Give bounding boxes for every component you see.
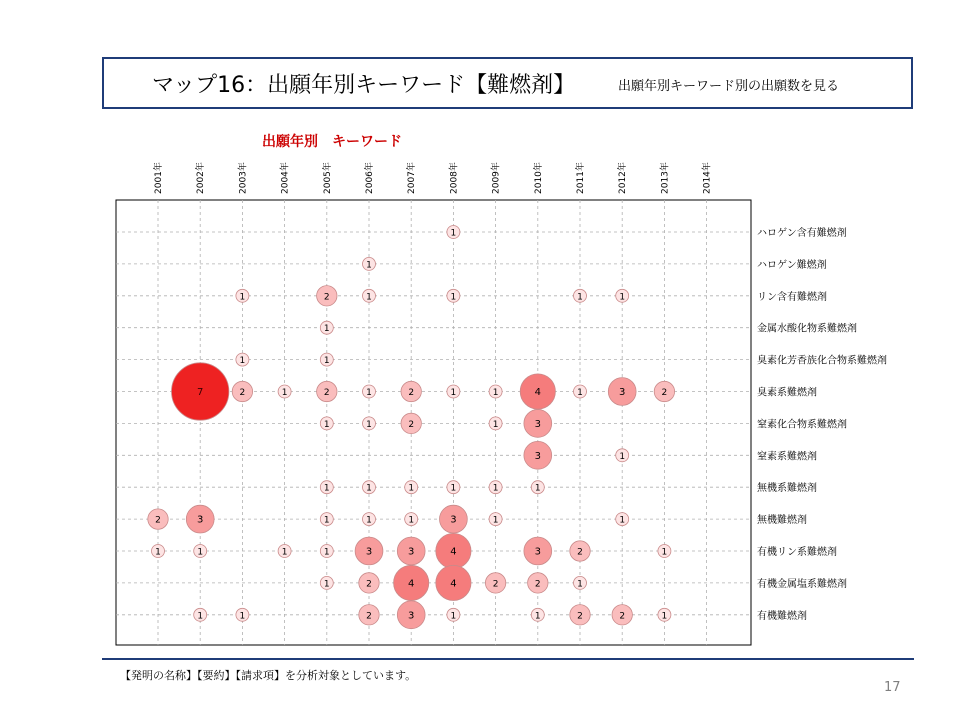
bubble-value-label: 4 — [534, 387, 541, 398]
bubble-value-label: 2 — [408, 388, 415, 398]
page-number: 17 — [884, 680, 901, 695]
y-tick-label: 無機難燃剤 — [757, 515, 807, 527]
x-tick-label: 2010年 — [533, 162, 544, 194]
bubble-value-label: 1 — [661, 547, 668, 558]
x-tick-label: 2001年 — [154, 162, 164, 194]
y-tick-label: 有機難燃剤 — [757, 610, 807, 622]
bubble-value-label: 1 — [323, 324, 330, 335]
plot-border — [116, 200, 751, 645]
chart-title: 出願年別 キーワード — [262, 134, 402, 150]
bubble-value-label: 1 — [492, 388, 499, 398]
bubble-value-label: 2 — [661, 388, 668, 398]
x-tick-label: 2014年 — [702, 162, 713, 194]
bubble-value-label: 1 — [197, 547, 204, 558]
x-tick-label: 2009年 — [491, 162, 502, 194]
bubble-value-label: 7 — [197, 387, 204, 398]
y-tick-label: 窒素化合物系難燃剤 — [757, 419, 847, 431]
bubble-value-label: 2 — [492, 579, 499, 590]
bubble-value-label: 2 — [366, 579, 372, 590]
bubble-value-label: 2 — [323, 292, 330, 303]
footer-divider — [102, 658, 914, 660]
bubble-value-label: 1 — [323, 356, 330, 367]
slide-subtitle: 出願年別キーワード別の出願数を見る — [618, 79, 840, 94]
bubble-value-label: 4 — [450, 578, 457, 590]
bubble-value-label: 3 — [534, 450, 541, 462]
bubble-value-label: 2 — [534, 579, 541, 590]
bubble-value-label: 1 — [366, 388, 372, 398]
slide-title: マップ16：出願年別キーワード【難燃剤】 — [152, 73, 576, 98]
bubble-value-label: 1 — [492, 515, 499, 526]
bubble-value-label: 1 — [323, 515, 330, 526]
bubble-value-label: 1 — [281, 388, 288, 398]
bubble-value-label: 1 — [323, 579, 330, 590]
bubble-value-label: 1 — [239, 611, 246, 622]
x-tick-label: 2012年 — [618, 162, 629, 194]
bubble-value-label: 1 — [534, 483, 541, 494]
bubble-value-label: 1 — [155, 547, 161, 558]
x-tick-label: 2003年 — [238, 162, 249, 194]
x-tick-label: 2011年 — [576, 162, 586, 194]
x-tick-label: 2013年 — [660, 162, 671, 194]
bubble-value-label: 1 — [577, 388, 583, 398]
bubble-value-label: 3 — [408, 546, 415, 558]
bubble-value-label: 1 — [239, 292, 246, 303]
y-tick-label: 無機系難燃剤 — [757, 483, 817, 495]
bubble-value-label: 1 — [661, 611, 668, 622]
bubble-value-label: 4 — [408, 578, 415, 590]
bubble-value-label: 2 — [619, 611, 626, 622]
bubble-value-label: 1 — [408, 483, 415, 494]
x-tick-label: 2008年 — [449, 162, 460, 194]
bubble-value-label: 1 — [619, 515, 626, 526]
y-tick-label: 有機リン系難燃剤 — [757, 547, 837, 558]
bubble-value-label: 1 — [450, 611, 457, 622]
bubble-value-label: 3 — [365, 546, 373, 558]
x-tick-label: 2004年 — [280, 162, 291, 194]
bubble-value-label: 1 — [366, 292, 372, 303]
bubble-value-label: 1 — [408, 515, 415, 526]
bubble-value-label: 1 — [450, 483, 457, 494]
bubble-value-label: 1 — [577, 579, 583, 590]
bubble-value-label: 1 — [197, 611, 204, 622]
bubble-value-label: 2 — [239, 388, 246, 398]
bubble-value-label: 1 — [323, 483, 330, 494]
x-tick-label: 2005年 — [322, 162, 333, 194]
bubble-value-label: 1 — [323, 547, 330, 558]
x-tick-label: 2007年 — [407, 162, 418, 194]
bubble-value-label: 2 — [577, 611, 583, 622]
bubble-value-label: 3 — [619, 387, 626, 398]
bubble-value-label: 1 — [366, 483, 372, 494]
bubble-value-label: 1 — [492, 419, 499, 430]
footnote: 【発明の名称】【要約】【請求項】を分析対象としています。 — [120, 669, 417, 682]
y-tick-label: リン含有難燃剤 — [757, 291, 827, 303]
bubble-value-label: 1 — [450, 228, 457, 239]
y-tick-label: 窒素系難燃剤 — [757, 451, 817, 463]
y-tick-label: 金属水酸化物系難燃剤 — [757, 323, 857, 335]
bubble-value-label: 1 — [492, 483, 499, 494]
bubble-value-label: 3 — [197, 514, 204, 526]
y-tick-label: ハロゲン含有難燃剤 — [757, 228, 847, 239]
bubble-value-label: 3 — [450, 514, 457, 526]
bubble-value-label: 1 — [239, 356, 246, 367]
bubble-value-label: 4 — [450, 546, 457, 558]
bubble-value-label: 1 — [366, 260, 372, 271]
bubble-value-label: 1 — [619, 451, 626, 462]
bubble-value-label: 3 — [534, 418, 541, 430]
bubble-value-label: 3 — [408, 610, 415, 622]
bubble-value-label: 1 — [281, 547, 288, 558]
y-tick-label: 臭素系難燃剤 — [757, 387, 817, 399]
bubble-value-label: 2 — [408, 419, 415, 430]
bubble-value-label: 2 — [577, 547, 583, 558]
bubble-value-label: 2 — [155, 515, 161, 526]
bubble-value-label: 1 — [450, 388, 457, 398]
bubble-value-label: 1 — [323, 419, 330, 430]
bubble-value-label: 1 — [619, 292, 626, 303]
bubble-value-label: 2 — [366, 611, 372, 622]
bubble-value-label: 2 — [323, 388, 330, 398]
bubble-value-label: 3 — [534, 546, 541, 558]
x-tick-label: 2006年 — [365, 162, 375, 194]
bubble-value-label: 1 — [450, 292, 457, 303]
y-tick-label: 有機金属塩系難燃剤 — [757, 578, 847, 590]
y-tick-label: 臭素化芳香族化合物系難燃剤 — [757, 355, 887, 367]
bubble-value-label: 1 — [534, 611, 541, 622]
bubble-value-label: 1 — [366, 419, 372, 430]
bubble-value-label: 1 — [577, 292, 583, 303]
y-tick-label: ハロゲン難燃剤 — [757, 259, 827, 271]
bubble-value-label: 1 — [366, 515, 372, 526]
x-tick-label: 2002年 — [196, 162, 207, 194]
